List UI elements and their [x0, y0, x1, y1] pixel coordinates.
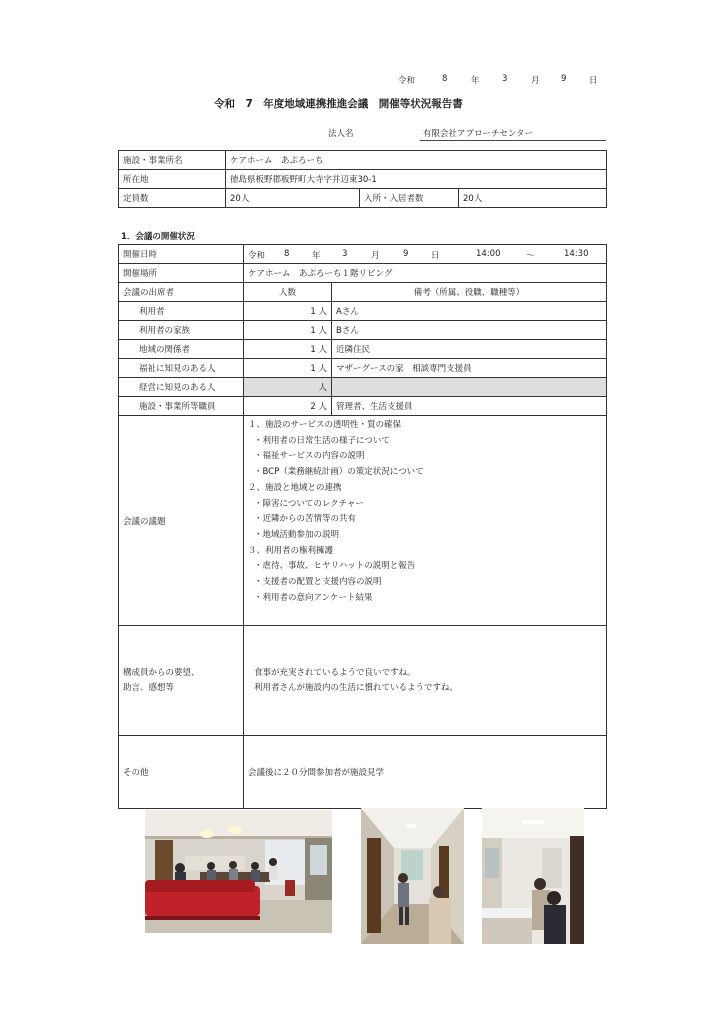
capacity-label: 定員数 — [119, 189, 226, 208]
meeting-tilde: ～ — [526, 251, 535, 261]
attendees-label: 会議の出席者 — [119, 283, 244, 302]
meeting-month: 3 — [342, 249, 348, 259]
section-heading: 1．会議の開催状況 — [121, 232, 195, 242]
facility-name-value: ケアホーム あぷろーち — [226, 151, 607, 170]
photo-washroom — [482, 808, 584, 944]
table-row — [119, 283, 607, 302]
attendee-remark: 管理者、生活支援員 — [332, 397, 607, 416]
agenda-line: ・利用者の意向アンケート結果 — [254, 592, 373, 603]
attendee-count: 1 人 — [244, 359, 332, 378]
agenda-line: ・BCP（業務継続計画）の策定状況について — [254, 467, 424, 478]
datetime-value — [244, 245, 607, 264]
attendee-label: 福祉に知見のある人 — [119, 359, 244, 378]
date-month-unit: 月 — [531, 76, 540, 86]
residents-value: 20人 — [459, 189, 607, 208]
page-title: 令和 7 年度地域連携推進会議 開催等状況報告書 — [214, 98, 463, 110]
agenda-content — [244, 416, 607, 626]
attendee-count: 1 人 — [244, 302, 332, 321]
photo-living-room — [145, 810, 332, 933]
attendee-count: 1 人 — [244, 340, 332, 359]
corporation-underline — [420, 140, 606, 141]
attendee-remark: Aさん — [332, 302, 607, 321]
address-value: 徳島県板野郡板野町大寺字井辺東30-1 — [226, 170, 607, 189]
attendee-row — [119, 397, 607, 416]
address-label: 所在地 — [119, 170, 226, 189]
table-row — [119, 170, 607, 189]
attendee-row — [119, 340, 607, 359]
agenda-line: ・利用者の日常生活の様子について — [254, 435, 390, 446]
other-value: 会議後に２０分間参加者が施設見学 — [244, 736, 607, 809]
attendee-row — [119, 302, 607, 321]
venue-value: ケアホーム あぷろーち１階リビング — [244, 264, 607, 283]
meeting-era: 令和 — [248, 251, 266, 261]
meeting-month-unit: 月 — [371, 251, 380, 261]
date-day-unit: 日 — [589, 76, 598, 86]
venue-label: 開催場所 — [119, 264, 244, 283]
meeting-end: 14:30 — [564, 249, 589, 259]
table-row — [119, 264, 607, 283]
agenda-line: ・近隣からの苦情等の共有 — [254, 514, 357, 525]
agenda-line: １、施設のサービスの透明性・質の確保 — [248, 420, 402, 430]
count-header: 人数 — [244, 283, 332, 302]
attendee-label: 利用者 — [119, 302, 244, 321]
meeting-year-unit: 年 — [312, 251, 321, 261]
facility-info-table — [118, 150, 607, 208]
attendee-row — [119, 321, 607, 340]
table-row — [119, 189, 607, 208]
attendee-row — [119, 359, 607, 378]
agenda-line: ２、施設と地域との連携 — [248, 482, 342, 493]
meeting-day: 9 — [403, 249, 409, 259]
agenda-label: 会議の議題 — [119, 416, 244, 626]
attendee-remark — [332, 378, 607, 397]
meeting-year: 8 — [284, 249, 290, 259]
remarks-header: 備考（所属、役職、職種等） — [332, 283, 607, 302]
photo-corridor — [361, 808, 464, 944]
agenda-line: ・虐待、事故、ヒヤリハットの説明と報告 — [254, 561, 416, 572]
attendee-label: 施設・事業所等職員 — [119, 397, 244, 416]
meeting-day-unit: 日 — [431, 251, 440, 261]
table-row — [119, 151, 607, 170]
attendee-count: 人 — [244, 378, 332, 397]
corporation-value: 有限会社アプローチセンター — [423, 129, 533, 139]
feedback-line: 食事が充実されているようで良いですね。 — [254, 667, 416, 678]
attendee-row — [119, 378, 607, 397]
date-month: 3 — [502, 74, 508, 84]
agenda-line: ・福祉サービスの内容の説明 — [254, 451, 365, 462]
attendee-count: 2 人 — [244, 397, 332, 416]
attendee-count: 1 人 — [244, 321, 332, 340]
agenda-line: ・障害についてのレクチャー — [254, 498, 364, 509]
attendee-label: 経営に知見のある人 — [119, 378, 244, 397]
agenda-line: ・支援者の配置と支援内容の説明 — [254, 577, 382, 588]
meeting-table — [118, 244, 607, 809]
feedback-content — [244, 626, 607, 736]
residents-label: 入所・入居者数 — [360, 189, 459, 208]
corporation-label: 法人名 — [328, 129, 354, 139]
date-day: 9 — [561, 74, 567, 84]
attendee-label: 利用者の家族 — [119, 321, 244, 340]
table-row — [119, 736, 607, 809]
agenda-line: ３、利用者の権利擁護 — [248, 545, 334, 556]
facility-name-label: 施設・事業所名 — [119, 151, 226, 170]
table-row — [119, 416, 607, 626]
table-row — [119, 626, 607, 736]
other-label: その他 — [119, 736, 244, 809]
capacity-value: 20人 — [226, 189, 360, 208]
attendee-remark: マザーグースの家 相談専門支援員 — [332, 359, 607, 378]
feedback-line: 利用者さんが施設内の生活に慣れているようですね。 — [254, 682, 459, 693]
feedback-label: 構成員からの要望、 助言、感想等 — [119, 626, 244, 736]
date-year-unit: 年 — [471, 76, 480, 86]
date-year: 8 — [442, 74, 448, 84]
attendee-label: 地域の関係者 — [119, 340, 244, 359]
date-era: 令和 — [398, 76, 416, 86]
datetime-label: 開催日時 — [119, 245, 244, 264]
meeting-start: 14:00 — [476, 249, 501, 259]
attendee-remark: Bさん — [332, 321, 607, 340]
table-row — [119, 245, 607, 264]
attendee-remark: 近隣住民 — [332, 340, 607, 359]
agenda-line: ・地域活動参加の説明 — [254, 529, 340, 540]
